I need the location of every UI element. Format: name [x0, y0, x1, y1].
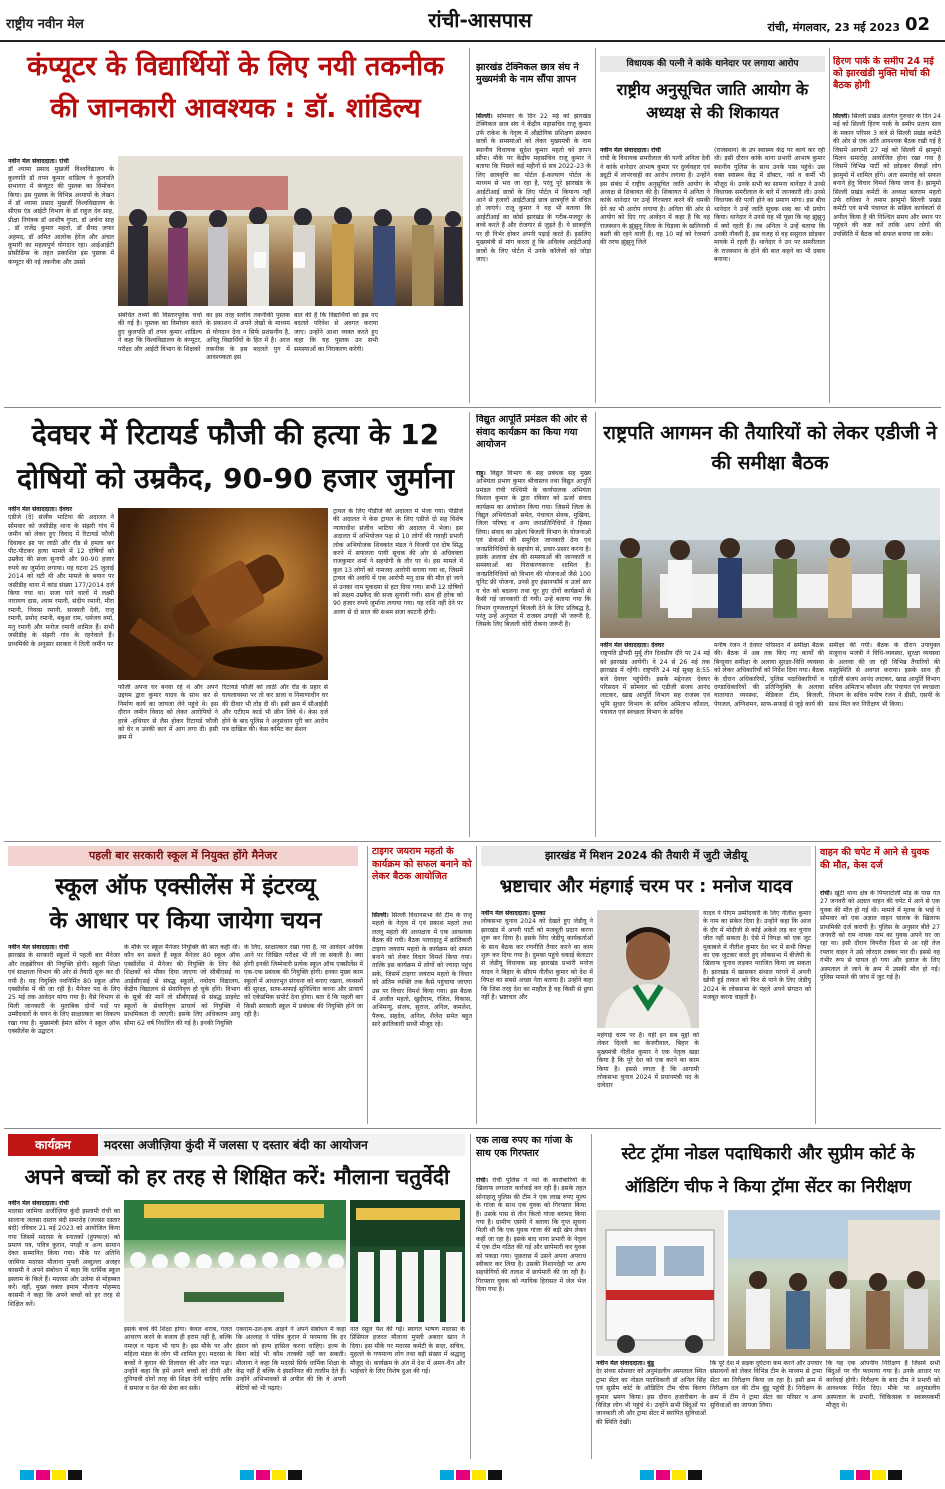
a7-col-2: मनीष रंजन ने देवघर परिसदन में समीक्षा बैठक की। बैठक में अब तक किए गए कार्यों की बिन्दुवार समीक्षा के अलावा सुरक्षा-विधि व्यवस्था को लेकर अधिकारियों को निर्देश दिया गया। बैठक के दौरान अधिकारियों, पुलिस पदाधिकारियों व दण्डाधिकारियों की प्रतिनियुक्ति के अलावा यातायात व्यवस्था, मेडिकल टीम, बिजली, पेयजल, अग्निशमन, साफ-सफाई से जुड़े कार्य की: [714, 642, 824, 708]
a3-byline: नवीन मेल संवाददाता। रांची: [600, 147, 661, 154]
a8-byline: नवीन मेल संवाददाता। रांची: [8, 944, 69, 951]
a12-kicker-text: मदरसा अजीज़िया कुंदी में जलसा ए दस्तार बंदी का आयोजन: [100, 1134, 465, 1156]
a3-text-1: रांची के विधायक समरीलाल की पत्नी अनिता देवी ने कांके थानेदार आभाष कुमार पर दुर्व्यवहार एवं ड्यूटी में लापरवाही का आरोप लगाया है। उन्होंने इस संबंध में राष्ट्रीय अनुसूचित जाति आयोग के अध्यक्ष से शिकायत की है। शिकायत में अनिता ने कांके थानेदार पर उन्हें गिरफ्तार करने की धमकी देने का भी आरोप लगाया है। अनिता की ओर से आयोग को दिए गए आवेदन में कहा है कि वह राजस्थान के झुंझुनू जिला के चिड़ावा के खलिनावी बस्ती की रहने वाली हैं। वह 10 मई को रेजमार्ग की तरफ झुंझुनू जिले: [600, 155, 710, 247]
a2-byline: सिल्ली।: [476, 113, 493, 120]
a10-kicker: झारखंड में मिशन 2024 की तैयारी में जुटी जेडीयू: [481, 846, 811, 866]
a10-text-1: लोकसभा चुनाव 2024 को देखते हुए जेडीयू ने झारखंड में अपनी पार्टी को मजबूती प्रदान करना शुरू कर दिया है। इसके लिए जेडीयू कार्यकर्ताओं के साथ बैठक कर रणनीति तैयार करने का काम शुरू कर दिया गया है। दुमका पहुंचे चकाई बेलाटार से जेडीयू विधायक सह झारखंड प्रभारी मनोज यादव ने बिहार के सीएम नीतीश कुमार को देश में विपक्ष का सबसे अच्छा नेता बताया है। उन्होंने कहा कि जिस तरह देश का माहौल है वह किसी से छुपा नहीं है। भ्रष्टाचार और: [481, 918, 593, 1002]
a1-byline: नवीन मेल संवाददाता। रांची: [8, 158, 69, 165]
a7-text-1: राष्ट्रपति द्रौपदी मुर्मू तीन दिवसीय दौरे पर 24 मई को झारखंड आयेंगी। वे 24 से 26 मई तक झारखंड में रहेंगी। राष्ट्रपति 24 मई सुबह 8:55 बजे देवघर पहुंचेंगी। इसके मद्देनजर देवघर परिसदन में सोमवार को एडीजी संजय आनंद लाटकर, खाद्य आपूर्ति विभाग सह राजस्व एवं भूमि सुधार विभाग के सचिव अमिताभ कौशल, पंचायत एवं स्वच्छता विभाग के सचिव: [600, 650, 710, 717]
a1-photo-book-launch: [118, 156, 463, 306]
a3-col-2: (राजस्थान) के उप स्वास्थ्य केंद्र पर कार्य कर रही थी। इसी दौरान कांके थाना प्रभारी आभाष कुमार स्थानीय पुलिस के साथ उनके पास पहुंचे। उस वक्त स्वास्थ्य केंद्र में डॉक्टर, नर्स व कर्मी भी मौजूद थे। उनके सभी का सामना थानेदार ने उनसे विधायक समरीलाल के बारे में जानकारी ली। उनसे विधायक की पत्नी होने का प्रमाण मांगा। इस बीच थानेदार ने उन्हें जाति सूचक शब्द का भी प्रयोग किया। थानेदार ने उनसे यह भी पूछा कि वह झुंझुनू में क्यों रहती हैं। तब अनिता ने उन्हें बताया कि उनकी नौकरी है, इस वजह से वह ससुराल छोड़कर मायके में रहती हैं। थानेदार ने उन पर समरीलाल के राजस्थान के होने की बात कहने का भी दबाव बनाया।: [714, 147, 825, 264]
a1-col-3: का इस तरह स्तरीय तकनीकी पुस्तक के प्रकाशन में अपने लेखों के माध्यम से योगदान देना न सिर्फ प्रशंसनीय है, अपितु विद्यार्थियों के हित में है। आज तकनीक के इस बदलते युग में आवश्यकता इस: [206, 312, 290, 362]
a8-col-2: के मौके पर स्कूल मैनेजर नियुक्ति की बात कही थी। कौन बन सकते हैं स्कूल मैनेजर 80 स्कूल ऑफ एक्सीलेंस में मैनेजर की नियुक्ति के लिए वैसे शिक्षकों को मौका दिया जाएगा जो सीबीएसई या आईसीएसई से संबद्ध स्कूलों, नवोदय विद्यालय, केंद्रीय विद्यालय से सेवानिवृत्त हो चुके होंगे। विभाग के सूत्रों की मानें तो सीबीएसई से संबद्ध प्राइवेट स्कूलों के सेवानिवृत्त प्राचार्य को नियुक्ति में प्राथमिकता दी जाएगी। इसके लिए अधिकतम आयु सीमा 62 वर्ष निर्धारित की गई है। इनकी नियुक्ति: [124, 944, 240, 1027]
a14-byline: नवीन मेल संवाददाता। बुंडू: [596, 1360, 654, 1367]
a3-headline: राष्ट्रीय अनुसूचित जाति आयोग के अध्यक्ष से की शिकायत: [616, 80, 809, 122]
a12-byline: नवीन मेल संवाददाता। रांची: [8, 1200, 69, 1207]
a5-byline: नवीन मेल संवाददाता। देवघर: [8, 506, 73, 513]
print-registration-bar: [0, 1462, 945, 1489]
a12-col-3: एकराम-उल-हक आइने ने अपने संबोधन में कहा कि अल्लाह ने पवित्र कुरान में फरमाया कि हर इंसान को इल्म हासिल करना चाहिए। इल्म के बिना कोई भी कौम तरक्की नहीं कर सकती। मौलाना ने कहा कि मदरसे सिर्फ धार्मिक शिक्षा के केंद्र नहीं हैं बल्कि ये इंसानियत की तालीम देते हैं। उन्होंने अभिभावकों से अपील की कि वे अपनी बेटियों को भी पढ़ाएं।: [236, 1326, 346, 1392]
a9-body: [372, 912, 472, 1124]
a12-col-4: नात रसूल पेश की गई। स्वागत भाषण मदरसा के प्रिंसिपल हजरत मौलाना मुफ्ती अबरार खान ने दिया। इस मौके पर मदरसा कमेटी के सदर, सचिव, मुहल्ले के गणमान्य लोग तथा बड़ी संख्या में श्रद्धालु मौजूद थे। कार्यक्रम के अंत में देश में अमन-चैन और भाईचारे के लिए विशेष दुआ की गई।: [350, 1326, 465, 1376]
a8-text-1: झारखंड के सरकारी स्कूलों में पहली बार मैनेजर और लाइब्रेरियन की नियुक्ति होगी। स्कूली शिक्षा एवं साक्षरता विभाग की ओर से तैयारी शुरू कर दी गयी है। यह नियुक्ति नवनिर्मित 80 स्कूल ऑफ एक्सीलेंस में की जा रही है। मैनेजर पद के लिए 25 मई तक आवेदन मांगा गया है। वैसे विभाग से मिली जानकारी के मुताबिक दोनों पदों पर उम्मीदवारों के चयन के लिए साक्षात्कार का विकल्प रखा गया है। मुख्यमंत्री हेमंत सोरेन ने स्कूल ऑफ एक्सीलेंस के उद्घाटन: [8, 952, 120, 1036]
a12-headline: अपने बच्चों को हर तरह से शिक्षित करें: मौलाना चतुर्वेदी: [24, 1165, 450, 1189]
a9-headline: टाइगर जयराम महतो के कार्यक्रम को सफल बनाने को लेकर बैठक आयोजित: [372, 846, 472, 882]
a4-headline: हिरण पार्क के समीप 24 मई को झारखंडी मुक्ति मोर्चा की बैठक होगी: [833, 56, 934, 91]
a6-body: [476, 470, 591, 837]
a11-body: [820, 890, 940, 1124]
a10-col-3: यादव ने पीएम उम्मीदवारी के लिए नीतीश कुमार के नाम का संकेत दिया है। उन्होंने कहा कि आज के दौर में मोदीजी से कोई अकेले लड़ कर चुनाव जीत नहीं सकता है। ऐसे में विपक्ष को एक जुट मुकाबले में नीतीश कुमार देश भर में सभी विपक्ष का एक जुटकर करते हुए लोकसभा में बीजेपी के खिलाफ चुनाव लड़कर पराजित किया जा सकता है। झारखंड में खासकर संथाल परगने में अपनी खोयी हुई ताकत को फिर से पाने के लिए जेडीयू 2024 के लोकसभा के पहले अपने संगठन को मजबूत करना चाहती है।: [703, 910, 811, 1002]
a5-photo-gavel: [118, 508, 328, 680]
a2-body: [476, 113, 591, 403]
a12-photo-jalsa: [124, 1200, 346, 1322]
page-number: 02: [905, 14, 931, 35]
a5-col-2: फौजी अपना घर बनवा रहे थे और अपने उद्दयम द्वारा कुमार यादव के साथ कर से निर्माण कार्य का जायजा लेने पहुंचे थे। इस दौरान जमीन विवाद को लेकर आरोपियों ने हरबे -हथियार से लैस होकर रिटायर्ड फौजी को घेर व उनकी कार में आग लगा दी। इसी क्रम में: [118, 684, 218, 742]
a4-body: [833, 113, 941, 403]
a5-col-1: [8, 506, 114, 836]
a1-text-1: डॉ श्यामा प्रसाद मुखर्जी विश्वविद्यालय के कुलपति डॉ तपन कुमार शांडिल्य ने कुलपति सभागार में कंप्यूटर की पुस्तक का विमोचन किया। इस पुस्तक के विभिन्न अध्यायों के लेखन में डॉ श्यामा प्रसाद मुखर्जी विश्वविद्यालय के सीएस एंड आईटी विभाग के डॉ राहुल देव साह, प्रीक्षा नियंत्रक डॉ आशीष गुप्ता, डॉ अर्चना साह , डॉ राजेंद्र कुमार महतो, डॉ सैयद ज़फर अहमद, डॉ अमित आलोक हेरेंज और अंचल कुमारी का महत्वपूर्ण योगदान रहा। आईआईटी प्रोसीडिंग्स के तहत प्रकाशित इस पुस्तक में कंप्यूटर की नई तकनीक और उससे: [8, 166, 114, 266]
a11-byline: रांची।: [820, 890, 833, 897]
a14-text-1: देर संध्या सोमवार को अनुमंडलीय अस्पताल स्थित ट्रामा सेंटर का नोडल पदाधिकारी डॉ अनिल सिंह एवं सुप्रीम कोर्ट के ऑडिटिंग टीम चीफ किरण कुमार भ्रमण किया। इस दौरान हजारीबाग के विधिज्ञ लोग भी पहुंचे थे। उन्होंने सभी बिंदुओं पर जानकारी ली और ट्रामा सेंटर में स्थापित सुविधाओं की स्थिति देखी।: [596, 1368, 706, 1426]
a8-headline-2: के आधार पर किया जायेगा चयन: [49, 908, 322, 934]
a13-headline: एक लाख रुपए का गांजा के साथ एक गिरफ्तार: [476, 1135, 573, 1159]
a10-headline: भ्रष्टाचार और मंहगाई चरम पर : मनोज यादव: [499, 876, 793, 897]
a5-headline-1: देवघर में रिटायर्ड फौजी की हत्या के 12: [31, 418, 440, 451]
a13-text: रांची पुलिस ने नशे के कारोबारियों के खिलाफ लगातार कार्रवाई कर रही है। इसके तहत सोनाहातू पुलिस की टीम ने एक लाख रुपए मूल्य के गांजा के साथ एक युवक को गिरफ्तार किया है। उसके पास से तीन किलो गांजा बरामद किया गया है। ग्रामीण एसपी ने बताया कि गुप्त सूचना मिली थी कि एक युवक गांजा की बड़ी खेप लेकर कहीं जा रहा है। इसके बाद थाना प्रभारी के नेतृत्व में एक टीम गठित की गई और छापेमारी कर युवक को पकड़ा गया। पूछताछ में उसने अपना अपराध स्वीकार कर लिया है। उसकी निशानदेही पर अन्य सहयोगियों की तलाश में छापेमारी की जा रही है। गिरफ्तार युवक को न्यायिक हिरासत में जेल भेज दिया गया है।: [476, 1177, 586, 1294]
a12-col-1: [8, 1200, 120, 1458]
a14-col-1: [596, 1360, 706, 1459]
a11-text: खूंटी थाना क्षेत्र के पिपराटोली मोड़ के पास गत 27 जनवरी को अज्ञात वाहन की चपेट में आने से एक युवक की मौत हो गई थी। मामले में मृतक के भाई ने सोमवार को एक अज्ञात वाहन चालक के खिलाफ प्राथमिकी दर्ज करायी है। पुलिस के अनुसार बीते 27 जनवरी को राम नायक नाम का युवक अपने घर जा रहा था। इसी दौरान विपरीत दिशा से आ रही तेज रफ्तार वाहन ने उसे जोरदार टक्कर मार दी। इससे वह गंभीर रूप से घायल हो गया और इलाज के लिए अस्पताल ले जाने के क्रम में उसकी मौत हो गई। पुलिस मामले की जांच में जुट गई है।: [820, 890, 940, 982]
a3-kicker: विधायक की पत्नी ने कांके थानेदार पर लगाया आरोप: [600, 56, 825, 72]
a1-headline-2: की जानकारी आवश्यक : डॉ. शांडिल्य: [50, 93, 421, 124]
a6-headline: विद्युत आपूर्ति प्रमंडल की ओर से संवाद कार्यक्रम का किया गया आयोजन: [476, 414, 588, 450]
a6-text: विद्युत विभाग के सह प्रबंधक सह मुख्य अभियंता प्रभाग कुमार श्रीवास्तव तथा विद्युत आपूर्ति प्रमंडल रांची पश्चिमी के कार्यपालक अभियंता विशाल कुमार के द्वारा रविवार को ऊर्जा संवाद कार्यक्रम का आयोजन किया गया। जिसमें जिला के विद्युत अभियंताओं समेत, पंचायत सेवक, मुखिया, जिला परिषद व अन्य जनप्रतिनिधियों ने हिस्सा लिया। संवाद का उद्देश्य बिजली विभाग के योजनाओं एवं सेवाओं की समुचित जानकारी देना एवं जनप्रतिनिधियों के सहयोग से, प्रचार-प्रसार करना है। इसके अलावा क्षेत्र की समस्याओं की जानकारी व समस्याओं का निराकरणकरना शामिल है। जनप्रतिनिधियों को विभाग की योजनाओं जैसे 100 यूनिट फ्री योजना, उनसे हुए इंसानफॉर्म व उर्जा सार व चेत को बदलना तथा घूर हुए दोनों कार्यक्रमों से कैसी गई जानकारी दी गयी। उन्हें बताया गया कि विभाग गुणवत्तापूर्ण बिजली देने के लिए प्रतिबद्ध है, परंतु उन्हें अनुपात में राजस्व उगाही भी जरूरी है, जिसके लिए बिजली चोरी रोकना जरूरी है।: [476, 470, 591, 629]
a2-text: सोमवार के दिन 22 मई को झारखंड टेक्निकल छात्र संघ ने केंद्रीय महासचिव राजू कुमार उर्फ राकेश के नेतृत्व में औद्योगिक प्रशिक्षण संस्थान छात्रों के समस्याओं को लेकर मुख्यमंत्री के नाम स्थानीय विधायक सुदेश कुमार महतो को ज्ञापन सौंपा। मौके पर केंद्रीय महासचिव राजू कुमार ने बताया कि पिछले कई महीनों से सत्र 2022-23 के लिए छात्रवृत्ति का पोर्टल ई-कल्याण पोर्टल के माध्यम से भरा जा रहा है, परंतु पूरे झारखंड के आईटीआई छात्रों के लिए पोर्टल में कियान्य नहीं आने से हजारों आईटीआई छात्र छात्रवृत्ति से वंचित हो जाएंगे। राजू कुमार ने यह भी बताया कि आईटीआई का कोर्स झारखंड के गरीब-मजदूर के बच्चे करते हैं और रोजगार से जुड़ते हैं। ये छात्रवृत्ति पर ही निर्भर होकर अपनी पढ़ाई करते हैं। इसलिए मुख्यमंत्री से मांग करता हूं कि अविलंब आईटीआई छात्रों के लिए पोर्टल में उनके कॉलेजों को जोड़ा जाए।: [476, 113, 591, 263]
a10-photo-portrait: [597, 910, 699, 1028]
masthead: [0, 0, 945, 42]
a8-headline-1: स्कूल ऑफ एक्सीलेंस में इंटरव्यू: [55, 874, 316, 900]
a11-headline: वाहन की चपेट में आने से युवक की मौत, केस दर्ज: [820, 847, 930, 871]
a8-col-1: [8, 944, 120, 1122]
a14-photo-inspection: [728, 1210, 940, 1356]
a7-col-3: समीक्षा की गयी। बैठक के दौरान उपायुक्त मंजूनाथ भजंत्री ने विधि-व्यवस्था, सुरक्षा व्यवस्था के अलावा की जा रही विभिन्न तैयारियों की वस्तुस्थिति से अवगत कराया। इसके साथ ही एडीजी संजय आनंद लाटकर, खाद्य आपूर्ति विभाग सचिव अमिताभ कौशल और पंचायत एवं स्वच्छता विभाग के सचिव मनीष रंजन ने डीसी, एसपी के साथ मिल कर निरीक्षण भी किया।: [829, 642, 940, 708]
dateline: रांची, मंगलवार, 23 मई 2023: [767, 21, 900, 34]
a8-col-3: के लिए, साक्षात्कार रखा गया है, पर आवेदन अधिक आने पर लिखित परीक्षा भी ली जा सकती है। क्या होगी इनकी जिम्मेवारी प्रत्येक स्कूल ऑफ एक्सीलेंस में एक-एक प्रबंधक की नियुक्ति होगी। इनका मुख्य काम स्कूलों में आधारभूत संरचना को बनाए रखना, व्यवस्थों की सुरक्षा, साफ-सफाई सुनिश्चित करना और प्राचार्य को एकेडमिक सपोर्ट देना होगा। बता दें कि पहली बार किसी सरकारी स्कूल में प्रबंधक की नियुक्ति होने जा रही है।: [244, 944, 363, 1019]
a5-text-1: एडीजे (दे) संजीव भाटिया की अदालत ने सोमवार को जसीडीह थाना के संझरी गांव में जमीन को लेकर हुए विवाद में रिटायर्ड फौजी दिवाकर झा पर लाठी और रॉड से हमला कर पीट-पीटकर हत्या मामले में 12 दोषियों को उम्रकैद की सजा सुनायी और 90-90 हजार रुपये का जुर्माना लगाया। यह घटना 25 जुलाई 2014 को घटी थी और मामले के बयान पर जसीडीह थाना में कांड संख्या 177/2014 दर्ज किया गया था। सजा पाने वालों में लक्ष्मी नारायण दास, श्याम रमानी, संदीप रमानी, मीरा रमानी, निवास रमानी, सरस्वती देवी, राजू रमानी, प्रमोद रमानी, बबुआ राम, धर्मजय वर्मा, मनु रमानी और मनोज रमानी शामिल हैं। सभी जसीडीह के संझरी गांव के रहनेवाले हैं। प्राथमिकी के अनुसार सरकार ने तिली जमीन पर: [8, 514, 114, 648]
a12-photo-stage: [350, 1200, 465, 1322]
a5-col-3: रिटायर्ड फौजी को लाठी और रॉड के प्रहार से घायलावस्था पर तो कर डाला व निमाणाधीन घर की दीवार भी तोड़ दी थी। इसी क्रम में सीआईडी और एटीएम कार्ड भी छीन लिये थे। केस दर्ज होने के बाद पुलिस ने अनुसंधान पूरी कर आरोप पत्र दाखिल की। केस कमिट कर सेशन: [222, 684, 328, 734]
a7-byline: नवीन मेल संवाददाता। देवघर: [600, 642, 665, 649]
a1-col-4: बात की है कि विद्यार्थियों को इस नए बदलते परिवेश से अवगत कराया जाए। उन्होंने आशा व्यक्त करते हुए कहा कि यह पुस्तक उन सभी समस्याओं का निराकरण करेगी।: [294, 312, 378, 353]
a6-byline: राहु।: [476, 470, 486, 477]
a7-headline: राष्ट्रपति आगमन की तैयारियों को लेकर एडीजी ने की समीक्षा बैठक: [603, 422, 937, 474]
a10-col-1: [481, 910, 593, 1124]
a9-byline: सिल्ली।: [372, 912, 389, 919]
a3-col-1: [600, 147, 710, 403]
a7-photo-meeting: [600, 488, 940, 638]
newspaper-logo: राष्ट्रीय नवीन मेल: [6, 17, 84, 32]
a2-headline: झारखंड टेक्निकल छात्र संघ ने मुख्यमंत्री के नाम सौंपा ज्ञापन: [476, 62, 579, 85]
a12-text-1: मदरसा जामिया अजीज़िया कुंदी इस्लामी रांची का सालाना जलसा दस्तार बंदी समारोह (जलसा दस्तार बंदी) रविवार 21 मई 2023 को आयोजित किया गया जिसमें मदरसा के स्नातकों (हुफ्फाज़) को प्रमाण पत्र, पवित्र कुरान, पगड़ी व अन्य सामान देकर सम्मानित किया गया। मौके पर अतिथि जामिया मदरसा मौलाना मुफ्ती अब्दुल्ला अजहर कासमी ने अपने संबोधन में कहा कि धार्मिक स्कूल इस्लाम के किले हैं। मदरसा और उलेमा से मोहब्बत करें। वहीं, मुख्य वक्ता इमाम मौलाना मोहम्मद कासमी ने कहा कि अपने बच्चों को हर तरह से शिक्षित करें।: [8, 1208, 120, 1308]
a4-byline: सिल्ली।: [833, 113, 850, 120]
a14-headline: स्टेट ट्रॉमा नोडल पदाधिकारी और सुप्रीम कोर्ट के ऑडिटिंग चीफ ने किया ट्रॉमा सेंटर का निरीक्षण: [621, 1144, 915, 1197]
a13-body: [476, 1177, 586, 1459]
a13-byline: रांची।: [476, 1177, 489, 1184]
a10-col-2: महंगाई चरम पर है। वहीं इन सब मुद्दों को लेकर दिल्ली का केजरीवाल, बिहार के मुख्यमंत्री नीतीश कुमार ने एक नेतृत्व खड़ा किया है कि पूरे देश को एक करने का काम किया है। इससे लगता है कि आगामी लोकसभा चुनाव 2024 में प्रधानमंत्री पद के दावेदार: [597, 1032, 699, 1090]
a5-col-4: ट्रायल के लिए पीडीजे की अदालत में भेजा गया। पीडीजे की अदालत ने केस ट्रायल के लिए एडीजे दो सह विशेष न्यायाधीश संजीव भाटिया की अदालत में भेजा। इस अदालत में अभियोजन पक्ष से 10 लोगों की गवाही प्रभारी लोक अभियोजक शिवकांत मंडल ने विजयी एवं दोष सिद्ध करने में सफलता पायी सूचक की ओर से अधिवक्ता राजकुमार शर्मा ने सहयोगी के तौर पर थे। इस मामले में कुल 13 लोगों को नामजद आरोपी बनाया गया था, जिसमें ट्रायल की अवधि में एक आरोपी मनु दास की मौत हो जाने से उनका नाम मुकदमा से हटा दिया गया। सभी 12 दोषियों को सक्षम उम्रकैद की सजा सुनायी गयी। साथ ही हरेक को 90 हजार रुपये जुर्माना लगाया गया। यह राशि नहीं देने पर अलग से दो साल की सश्रम सजा काटनी होगी।: [333, 508, 463, 616]
a7-col-1: [600, 642, 710, 837]
a14-photo-ambulance: [596, 1210, 724, 1356]
a8-kicker: पहली बार सरकारी स्कूल में नियुक्त होंगे मैनेजर: [8, 846, 358, 866]
a10-byline: नवीन मेल संवाददाता। दुमका: [481, 910, 546, 917]
a4-text: सिल्ली प्रखंड अंतर्गत गुरुवार के दिन 24 मई को सिल्ली हिरण पार्क के समीप प्रताप साव के मकान परिसर 3 बजे से सिल्ली प्रखंड कमेटी की ओर से एक अति आवश्यक बैठक रखी गई है जिसमें आगामी 27 मई को सिल्ली में झामुमो मिलन समारोह आयोजित होना रखा गया है जिसमें विभिन्न पार्टी को छोड़कर सैकड़ों लोग झामुमो में शामिल होंगे। अतः समारोह को सफल बनाने हेतु विचार विमर्श किया जाना है। झामुमो सिल्ली प्रखंड कमेटी के अध्यक्ष बलराम महतो उर्फ राधिका ने तमाम झामुमो सिल्ली प्रखंड कमेटी एवं सभी पंचायत के सक्रिय कार्यकर्ता से अपील किया है की निश्चित समय और स्थान पर पहुंचने की कष्ट करें ताकि आप लोगों की उपस्थिति में बैठक को सफल बनाया जा सके।: [833, 113, 941, 238]
a12-col-2: इसके बच्चे की शिक्षा होगा। केवल शराब, गलत आचरण करने के बजाय ही हराम नहीं है, बल्कि नमाज़ न पढ़ना भी पाप है। इस मौके पर और महिला मंडल के लोग भी शामिल हुए। मदरसा के बच्चों ने कुरान की तिलावत की और नात पढ़ा। उन्होंने कहा कि हमें अपने बच्चों को दीनी और दुनियावी दोनों तरह की शिक्षा देनी चाहिए ताकि वे समाज व देश की सेवा कर सकें।: [124, 1326, 232, 1392]
a9-text: सिल्ली विधानसभा की टीम के राजू महतो के नेतृत्व में एवं प्रकाश महतो तथा लल्लू महतो की अध्यक्षता में एक आवश्यक बैठक की गयी। बैठक पतराहातु में क्रांतिकारी टाइगर जयराम महतो के कार्यक्रम को सफल बनाने को लेकर विचार विमर्श किया गया। तात्कि इस कार्यक्रम में लोगों को ज्यादा पहुंच सके, जिसमें टाइगर जयराम महतो के विचार को अंतिम व्यक्ति तक कैसे पहुंचाया जाएगा उस पर विचार विमर्श किया गया। इस बैठक में अजीत महतो, खुदीराम, रंजित, विकास, अभिमन्यु, संजय, सुराज, अनिल, कमलेश, पैरुक, सहदेव, अनिल, शैलेश समेत बहुत सारे क्रांतिकारी साथी मौजूद रहे।: [372, 912, 472, 1029]
a14-col-2: कि पूरे देश में सड़क दुर्घटना कम करने और उपचार संसाधनों को लेकर विभिन्न टीम के माध्यम से ट्रामा सेंटर का निरीक्षण किया जा रहा है। इसी क्रम में निरीक्षण दल की टीम बुंडू पहुंची है। निरीक्षण के क्रम में टीम ने ट्रामा सेंटर का परिसर व अन्य सुविधाओं का जायजा लिया।: [710, 1360, 822, 1410]
a1-headline-1: कंप्यूटर के विद्यार्थियों के लिए नयी तकनीक: [27, 51, 444, 82]
a1-col-1: [8, 158, 114, 402]
a1-col-2: संबंधित तथ्यों की विस्तारपूर्वक चर्चा की गई है। पुस्तक का विमोचन करते हुए कुलपति डॉ तपन कुमार शांडिल्य ने कहा कि विश्वविद्यालय के कंप्यूटर, परीक्षा और आईटी विभाग के शिक्षकों: [118, 312, 202, 353]
section-title: रांची-आसपास: [428, 8, 532, 32]
a14-col-3: कि यह एक ओपनीय निरीक्षण है जिसमें सभी बिंदुओं पर गौर फरमाया गया है। उनके आधार पर कार्रवाई होगी। निरीक्षण के बाद टीम ने प्रभारी को आवश्यक निर्देश दिए। मौके पर अनुमंडलीय अस्पताल के प्रभारी, चिकित्सक व स्वास्थ्यकर्मी मौजूद थे।: [826, 1360, 940, 1410]
a5-headline-2: दोषियों को उम्रकैद, 90-90 हजार जुर्माना: [16, 462, 455, 495]
a12-kicker-label: कार्यक्रम: [8, 1134, 98, 1156]
